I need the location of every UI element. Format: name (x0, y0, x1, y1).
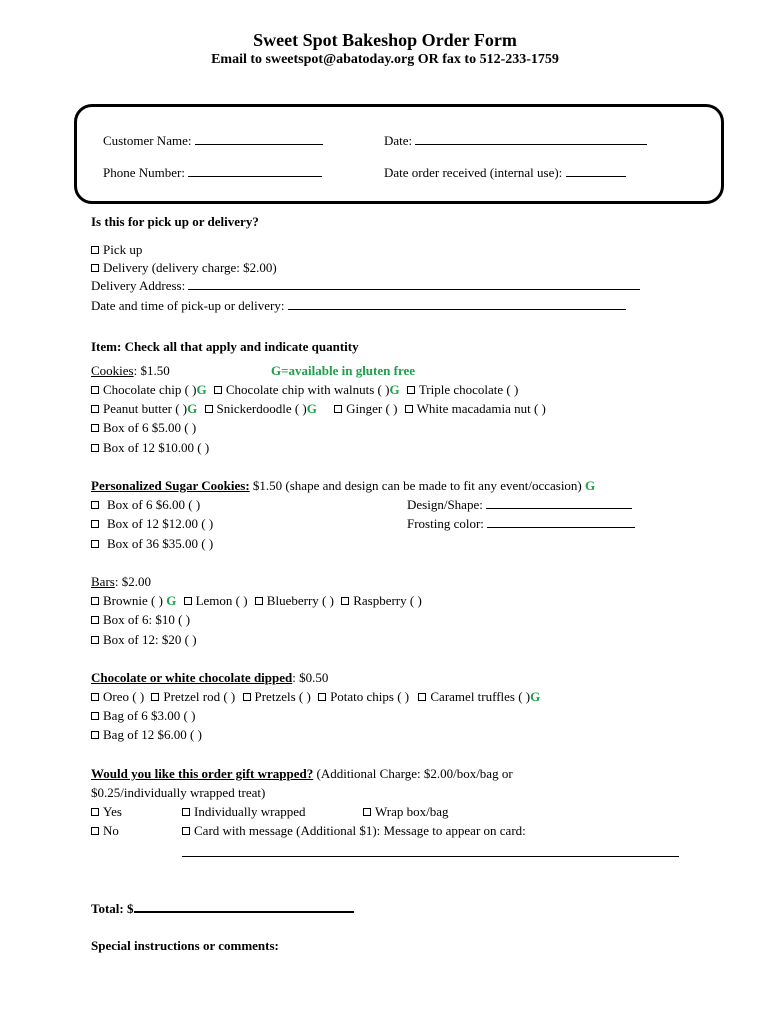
bars-box6-label: Box of 6: $10 ( ) (103, 612, 191, 627)
snicker-checkbox[interactable] (205, 405, 213, 413)
truffles-checkbox[interactable] (418, 693, 426, 701)
snicker-label: Snickerdoodle ( ) (216, 401, 307, 416)
cookie-box12-option[interactable] (91, 440, 209, 456)
choc-chip-label: Chocolate chip ( ) (103, 382, 197, 397)
bars-header (91, 574, 151, 590)
phone-label: Phone Number: (103, 165, 185, 180)
bars-price: : $2.00 (114, 574, 151, 589)
blueberry-checkbox[interactable] (255, 597, 263, 605)
bars-box12-checkbox[interactable] (91, 636, 99, 644)
delivery-question: Is this for pick up or delivery? (91, 214, 259, 229)
brownie-label: Brownie ( ) (103, 593, 163, 608)
bars-box12-option[interactable] (91, 632, 197, 648)
delivery-label: Delivery (delivery charge: $2.00) (103, 260, 277, 275)
lemon-checkbox[interactable] (184, 597, 192, 605)
dipped-bag6-option[interactable] (91, 708, 195, 724)
customer-name-field[interactable] (103, 133, 323, 149)
delivery-address-line[interactable] (188, 278, 640, 290)
sugar-box12-checkbox[interactable] (91, 520, 99, 528)
bars-box6-option[interactable] (91, 612, 190, 628)
card-message-field[interactable] (182, 845, 679, 861)
gift-yes-option[interactable] (91, 804, 122, 820)
dipped-row (91, 689, 540, 705)
sugar-desc: $1.50 (shape and design can be made to fit any event/occasion) (249, 478, 586, 493)
page-title: Sweet Spot Bakeshop Order Form (253, 30, 517, 50)
peanut-label: Peanut butter ( ) (103, 401, 188, 416)
wrap-box-label: Wrap box/bag (375, 804, 449, 819)
customer-name-label: Customer Name: (103, 133, 192, 148)
date-received-line[interactable] (566, 165, 626, 177)
pretzel-rod-checkbox[interactable] (151, 693, 159, 701)
lemon-label: Lemon ( ) (195, 593, 248, 608)
blueberry-label: Blueberry ( ) (266, 593, 334, 608)
sugar-box12-label: Box of 12 $12.00 ( ) (107, 516, 214, 531)
gift-no-option[interactable] (91, 823, 119, 839)
pretzels-label: Pretzels ( ) (254, 689, 311, 704)
choc-chip-checkbox[interactable] (91, 386, 99, 394)
raspberry-label: Raspberry ( ) (353, 593, 422, 608)
sugar-box6-checkbox[interactable] (91, 501, 99, 509)
cookies-price: : $1.50 (133, 363, 170, 378)
truffles-label: Caramel truffles ( ) (430, 689, 531, 704)
card-message-checkbox[interactable] (182, 827, 190, 835)
pickup-option[interactable] (91, 242, 142, 258)
white-mac-label: White macadamia nut ( ) (416, 401, 546, 416)
dipped-bag12-option[interactable] (91, 727, 202, 743)
triple-label: Triple chocolate ( ) (418, 382, 519, 397)
dipped-bag6-label: Bag of 6 $3.00 ( ) (103, 708, 196, 723)
date-received-label: Date order received (internal use): (384, 165, 563, 180)
date-received-field[interactable] (384, 165, 626, 181)
cookies-header (91, 363, 170, 379)
individually-wrapped-option[interactable] (182, 804, 306, 820)
cookie-box12-checkbox[interactable] (91, 444, 99, 452)
datetime-field[interactable] (91, 298, 626, 314)
sugar-box6-option[interactable] (91, 497, 200, 513)
gf-marker: G (530, 689, 541, 704)
potato-chips-checkbox[interactable] (318, 693, 326, 701)
phone-line[interactable] (188, 165, 322, 177)
gift-yes-label: Yes (103, 804, 122, 819)
pretzels-checkbox[interactable] (243, 693, 251, 701)
date-label: Date: (384, 133, 413, 148)
choc-walnut-checkbox[interactable] (214, 386, 222, 394)
cookie-row-2 (91, 401, 546, 417)
dipped-header (91, 670, 328, 686)
gluten-free-note: G=available in gluten free (271, 363, 416, 378)
cookie-box6-label: Box of 6 $5.00 ( ) (103, 420, 197, 435)
gift-yes-checkbox[interactable] (91, 808, 99, 816)
brownie-checkbox[interactable] (91, 597, 99, 605)
dipped-label: Chocolate or white chocolate dipped (91, 670, 293, 685)
dipped-price: : $0.50 (292, 670, 329, 685)
wrap-box-checkbox[interactable] (363, 808, 371, 816)
sugar-header (91, 478, 595, 494)
white-mac-checkbox[interactable] (405, 405, 413, 413)
pretzel-rod-label: Pretzel rod ( ) (163, 689, 236, 704)
gf-marker: G (389, 382, 400, 397)
sugar-box12-option[interactable] (91, 516, 213, 532)
sugar-box36-option[interactable] (91, 536, 213, 552)
card-message-option[interactable] (182, 823, 526, 839)
bars-label: Bars (91, 574, 115, 589)
gf-marker: G (306, 401, 317, 416)
delivery-option[interactable] (91, 260, 277, 276)
phone-field[interactable] (103, 165, 322, 181)
items-heading: Item: Check all that apply and indicate quantity (91, 339, 359, 354)
date-line[interactable] (415, 133, 647, 145)
sugar-box36-checkbox[interactable] (91, 540, 99, 548)
gift-charge-line2: $0.25/individually wrapped treat) (91, 785, 266, 800)
cookie-box12-label: Box of 12 $10.00 ( ) (103, 440, 210, 455)
ginger-label: Ginger ( ) (346, 401, 398, 416)
gift-no-checkbox[interactable] (91, 827, 99, 835)
delivery-checkbox[interactable] (91, 264, 99, 272)
gift-header (91, 766, 513, 782)
raspberry-checkbox[interactable] (341, 597, 349, 605)
frosting-line[interactable] (487, 516, 635, 528)
dipped-bag12-checkbox[interactable] (91, 731, 99, 739)
cookies-label: Cookies (91, 363, 134, 378)
date-field[interactable] (384, 133, 647, 149)
pickup-checkbox[interactable] (91, 246, 99, 254)
bars-row (91, 593, 422, 609)
bars-box12-label: Box of 12: $20 ( ) (103, 632, 197, 647)
sugar-box6-label: Box of 6 $6.00 ( ) (107, 497, 201, 512)
frosting-field[interactable] (407, 516, 635, 532)
choc-walnut-label: Chocolate chip with walnuts ( ) (225, 382, 390, 397)
sugar-box36-label: Box of 36 $35.00 ( ) (107, 536, 214, 551)
wrap-box-option[interactable] (363, 804, 448, 820)
customer-info-box (74, 104, 724, 204)
special-instructions-label: Special instructions or comments: (91, 938, 279, 953)
design-label: Design/Shape: (407, 497, 483, 512)
triple-checkbox[interactable] (407, 386, 415, 394)
oreo-checkbox[interactable] (91, 693, 99, 701)
gift-charge-line1: (Additional Charge: $2.00/box/bag or (313, 766, 513, 781)
individually-wrapped-checkbox[interactable] (182, 808, 190, 816)
peanut-checkbox[interactable] (91, 405, 99, 413)
ginger-checkbox[interactable] (334, 405, 342, 413)
cookie-box6-checkbox[interactable] (91, 424, 99, 432)
gf-marker: G (166, 593, 177, 608)
card-message-label: Card with message (Additional $1): Message to appear on card: (194, 823, 526, 838)
datetime-line[interactable] (288, 298, 626, 310)
design-line[interactable] (486, 497, 632, 509)
pickup-label: Pick up (103, 242, 143, 257)
gf-marker: G (196, 382, 207, 397)
dipped-bag6-checkbox[interactable] (91, 712, 99, 720)
cookie-box6-option[interactable] (91, 420, 196, 436)
sugar-label: Personalized Sugar Cookies: (91, 478, 250, 493)
gift-no-label: No (103, 823, 119, 838)
oreo-label: Oreo ( ) (103, 689, 145, 704)
design-field[interactable] (407, 497, 632, 513)
frosting-label: Frosting color: (407, 516, 484, 531)
datetime-label: Date and time of pick-up or delivery: (91, 298, 285, 313)
potato-chips-label: Potato chips ( ) (330, 689, 410, 704)
dipped-bag12-label: Bag of 12 $6.00 ( ) (103, 727, 202, 742)
customer-name-line[interactable] (195, 133, 323, 145)
total-line[interactable] (134, 900, 354, 913)
delivery-address-field[interactable] (91, 278, 640, 294)
bars-box6-checkbox[interactable] (91, 616, 99, 624)
total-field[interactable] (91, 900, 354, 917)
total-label: Total: $ (91, 901, 134, 916)
page-subtitle: Email to sweetspot@abatoday.org OR fax to 512-233-1759 (211, 52, 559, 67)
individually-wrapped-label: Individually wrapped (194, 804, 306, 819)
gift-question: Would you like this order gift wrapped? (91, 766, 314, 781)
gf-marker: G (585, 478, 596, 493)
delivery-address-label: Delivery Address: (91, 278, 186, 293)
cookie-row-1 (91, 382, 518, 398)
gf-marker: G (187, 401, 198, 416)
card-message-line[interactable] (182, 845, 679, 857)
